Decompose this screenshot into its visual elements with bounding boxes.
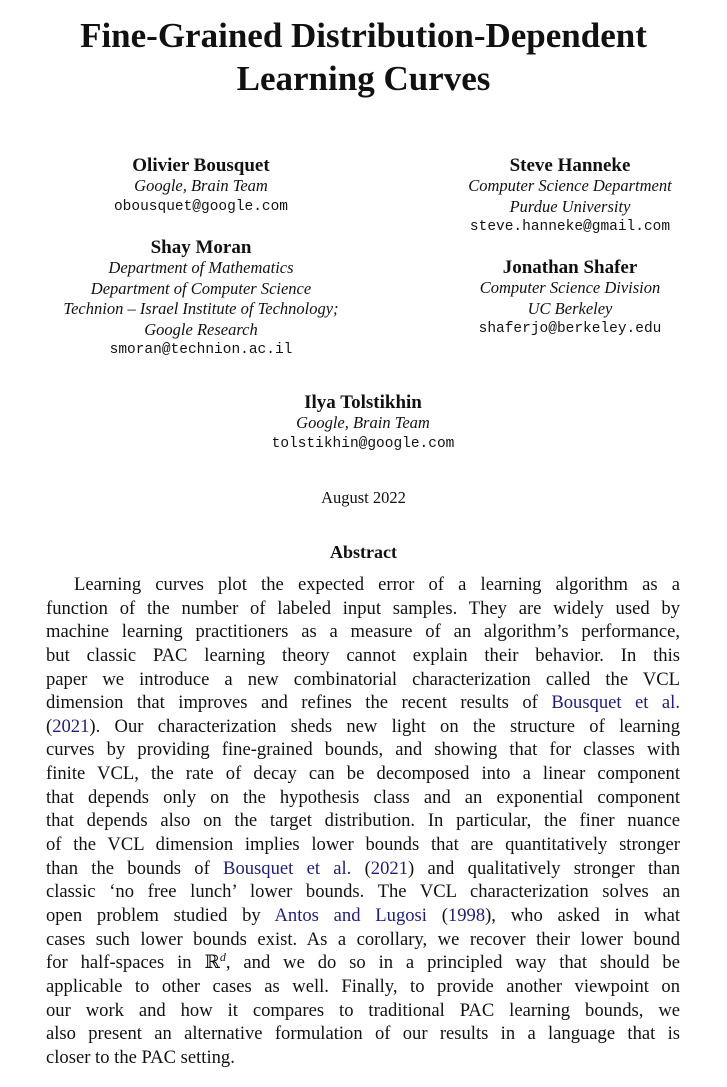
abstract-text: function of the number of labeled input samples. They are widely used by	[46, 597, 680, 619]
citation-link[interactable]: Bousquet et al.	[551, 692, 680, 714]
abstract-text: but classic PAC learning theory cannot explain their behavior. In this	[46, 644, 680, 666]
author-affiliation: Department of Mathematics	[108, 258, 294, 277]
author-affiliation: Technion – Israel Institute of Technology;	[63, 299, 339, 318]
abstract-text: finite VCL, the rate of decay can be decomposed into a linear component	[46, 763, 680, 785]
abstract-line	[46, 999, 680, 1023]
abstract-line	[46, 809, 680, 833]
author-email[interactable]: tolstikhin@google.com	[271, 435, 455, 452]
abstract-line	[46, 620, 680, 644]
abstract-text: applicable to other cases as well. Finally, to provide another viewpoint on	[46, 975, 680, 997]
abstract-body	[46, 573, 680, 1069]
abstract-line	[46, 951, 680, 975]
abstract-text: ). Our characterization sheds new light on the structure of learning	[89, 715, 680, 737]
abstract-text: dimension that improves and refines the recent results of	[46, 692, 552, 714]
abstract-line	[46, 1046, 680, 1070]
abstract-line	[46, 691, 680, 715]
abstract-text: our work and how it compares to traditional PAC learning bounds, we	[46, 999, 680, 1021]
abstract-text: of the VCL dimension implies lower bounds that are quantitatively stronger	[46, 834, 680, 856]
abstract-heading: Abstract	[330, 542, 397, 562]
abstract-text: curves by providing fine-grained bounds, and showing that for classes with	[46, 739, 680, 761]
author-affiliation: Google Research	[144, 319, 258, 339]
abstract-line	[46, 715, 680, 739]
abstract-line	[46, 857, 680, 881]
paper-title	[0, 14, 727, 100]
abstract-line	[46, 597, 680, 621]
author-affiliation: UC Berkeley	[527, 298, 613, 318]
author-affiliation: Computer Science Department	[468, 176, 672, 195]
author-affiliation: Google, Brain Team	[296, 413, 430, 432]
author-affiliation: Computer Science Division	[479, 278, 661, 297]
superscript: d	[219, 950, 226, 965]
abstract-text: open problem studied by	[46, 904, 275, 926]
citation-link[interactable]: Bousquet et al.	[223, 857, 352, 879]
abstract-text: that depends also on the target distribution. In particular, the finer nuance	[46, 810, 680, 832]
abstract-line	[46, 668, 680, 692]
abstract-line	[46, 833, 680, 857]
abstract-text: closer to the PAC setting.	[46, 1046, 235, 1068]
author-name: Ilya Tolstikhin	[304, 392, 422, 413]
citation-link[interactable]: 2021	[52, 715, 90, 737]
abstract-line	[46, 738, 680, 762]
author-email[interactable]: smoran@technion.ac.il	[109, 342, 293, 358]
abstract-text: Learning curves plot the expected error of a learning algorithm as a	[74, 574, 680, 595]
abstract-line	[46, 1022, 680, 1046]
abstract-text: also present an alternative formulation of our results in a language that is	[46, 1023, 680, 1045]
author-block	[173, 392, 553, 454]
publication-date: August 2022	[321, 488, 406, 507]
citation-link[interactable]: 1998	[447, 904, 486, 926]
author-name: Olivier Bousquet	[132, 155, 270, 176]
author-email[interactable]: obousquet@google.com	[113, 198, 289, 215]
abstract-line	[46, 880, 680, 904]
abstract-text: ), who asked in what	[485, 904, 681, 926]
citation-link[interactable]: Antos and Lugosi	[274, 904, 427, 926]
abstract-line	[46, 904, 680, 928]
author-email[interactable]: shaferjo@berkeley.edu	[478, 321, 662, 337]
author-name: Steve Hanneke	[509, 155, 631, 176]
abstract-line	[46, 928, 680, 952]
author-name: Jonathan Shafer	[502, 257, 638, 278]
abstract-text: machine learning practitioners as a measure of an algorithm’s performance,	[46, 621, 680, 643]
abstract-line	[46, 975, 680, 999]
abstract-line	[46, 573, 680, 597]
citation-link[interactable]: 2021	[370, 857, 408, 879]
author-affiliation: Department of Computer Science	[90, 278, 312, 298]
author-block	[11, 237, 391, 361]
abstract-text: (	[46, 715, 53, 737]
author-block	[380, 257, 727, 340]
author-email[interactable]: steve.hanneke@gmail.com	[469, 219, 671, 235]
abstract-text: that depends only on the hypothesis class and an exponential component	[46, 786, 680, 808]
author-block	[11, 155, 391, 217]
abstract-line	[46, 644, 680, 668]
title-line: Fine-Grained Distribution-Dependent	[80, 16, 647, 55]
abstract-text: paper we introduce a new combinatorial characterization called the VCL	[46, 668, 680, 690]
abstract-text: for half-spaces in ℝ	[46, 952, 220, 974]
abstract-text: ) and qualitatively stronger than	[407, 857, 681, 879]
abstract-text: (	[426, 904, 448, 926]
abstract-text: than the bounds of	[46, 857, 224, 879]
abstract-text: cases such lower bounds exist. As a corollary, we recover their lower bound	[46, 928, 680, 950]
abstract-text: (	[351, 857, 371, 879]
author-name: Shay Moran	[150, 237, 252, 258]
author-affiliation: Google, Brain Team	[134, 176, 268, 195]
abstract-text: , and we do so in a principled way that should be	[225, 952, 680, 974]
author-affiliation: Purdue University	[509, 196, 631, 216]
abstract-line	[46, 786, 680, 810]
author-block	[380, 155, 727, 238]
abstract-line	[46, 762, 680, 786]
abstract-text: classic ‘no free lunch’ lower bounds. The VCL characterization solves an	[46, 881, 680, 903]
title-line: Learning Curves	[236, 59, 491, 98]
